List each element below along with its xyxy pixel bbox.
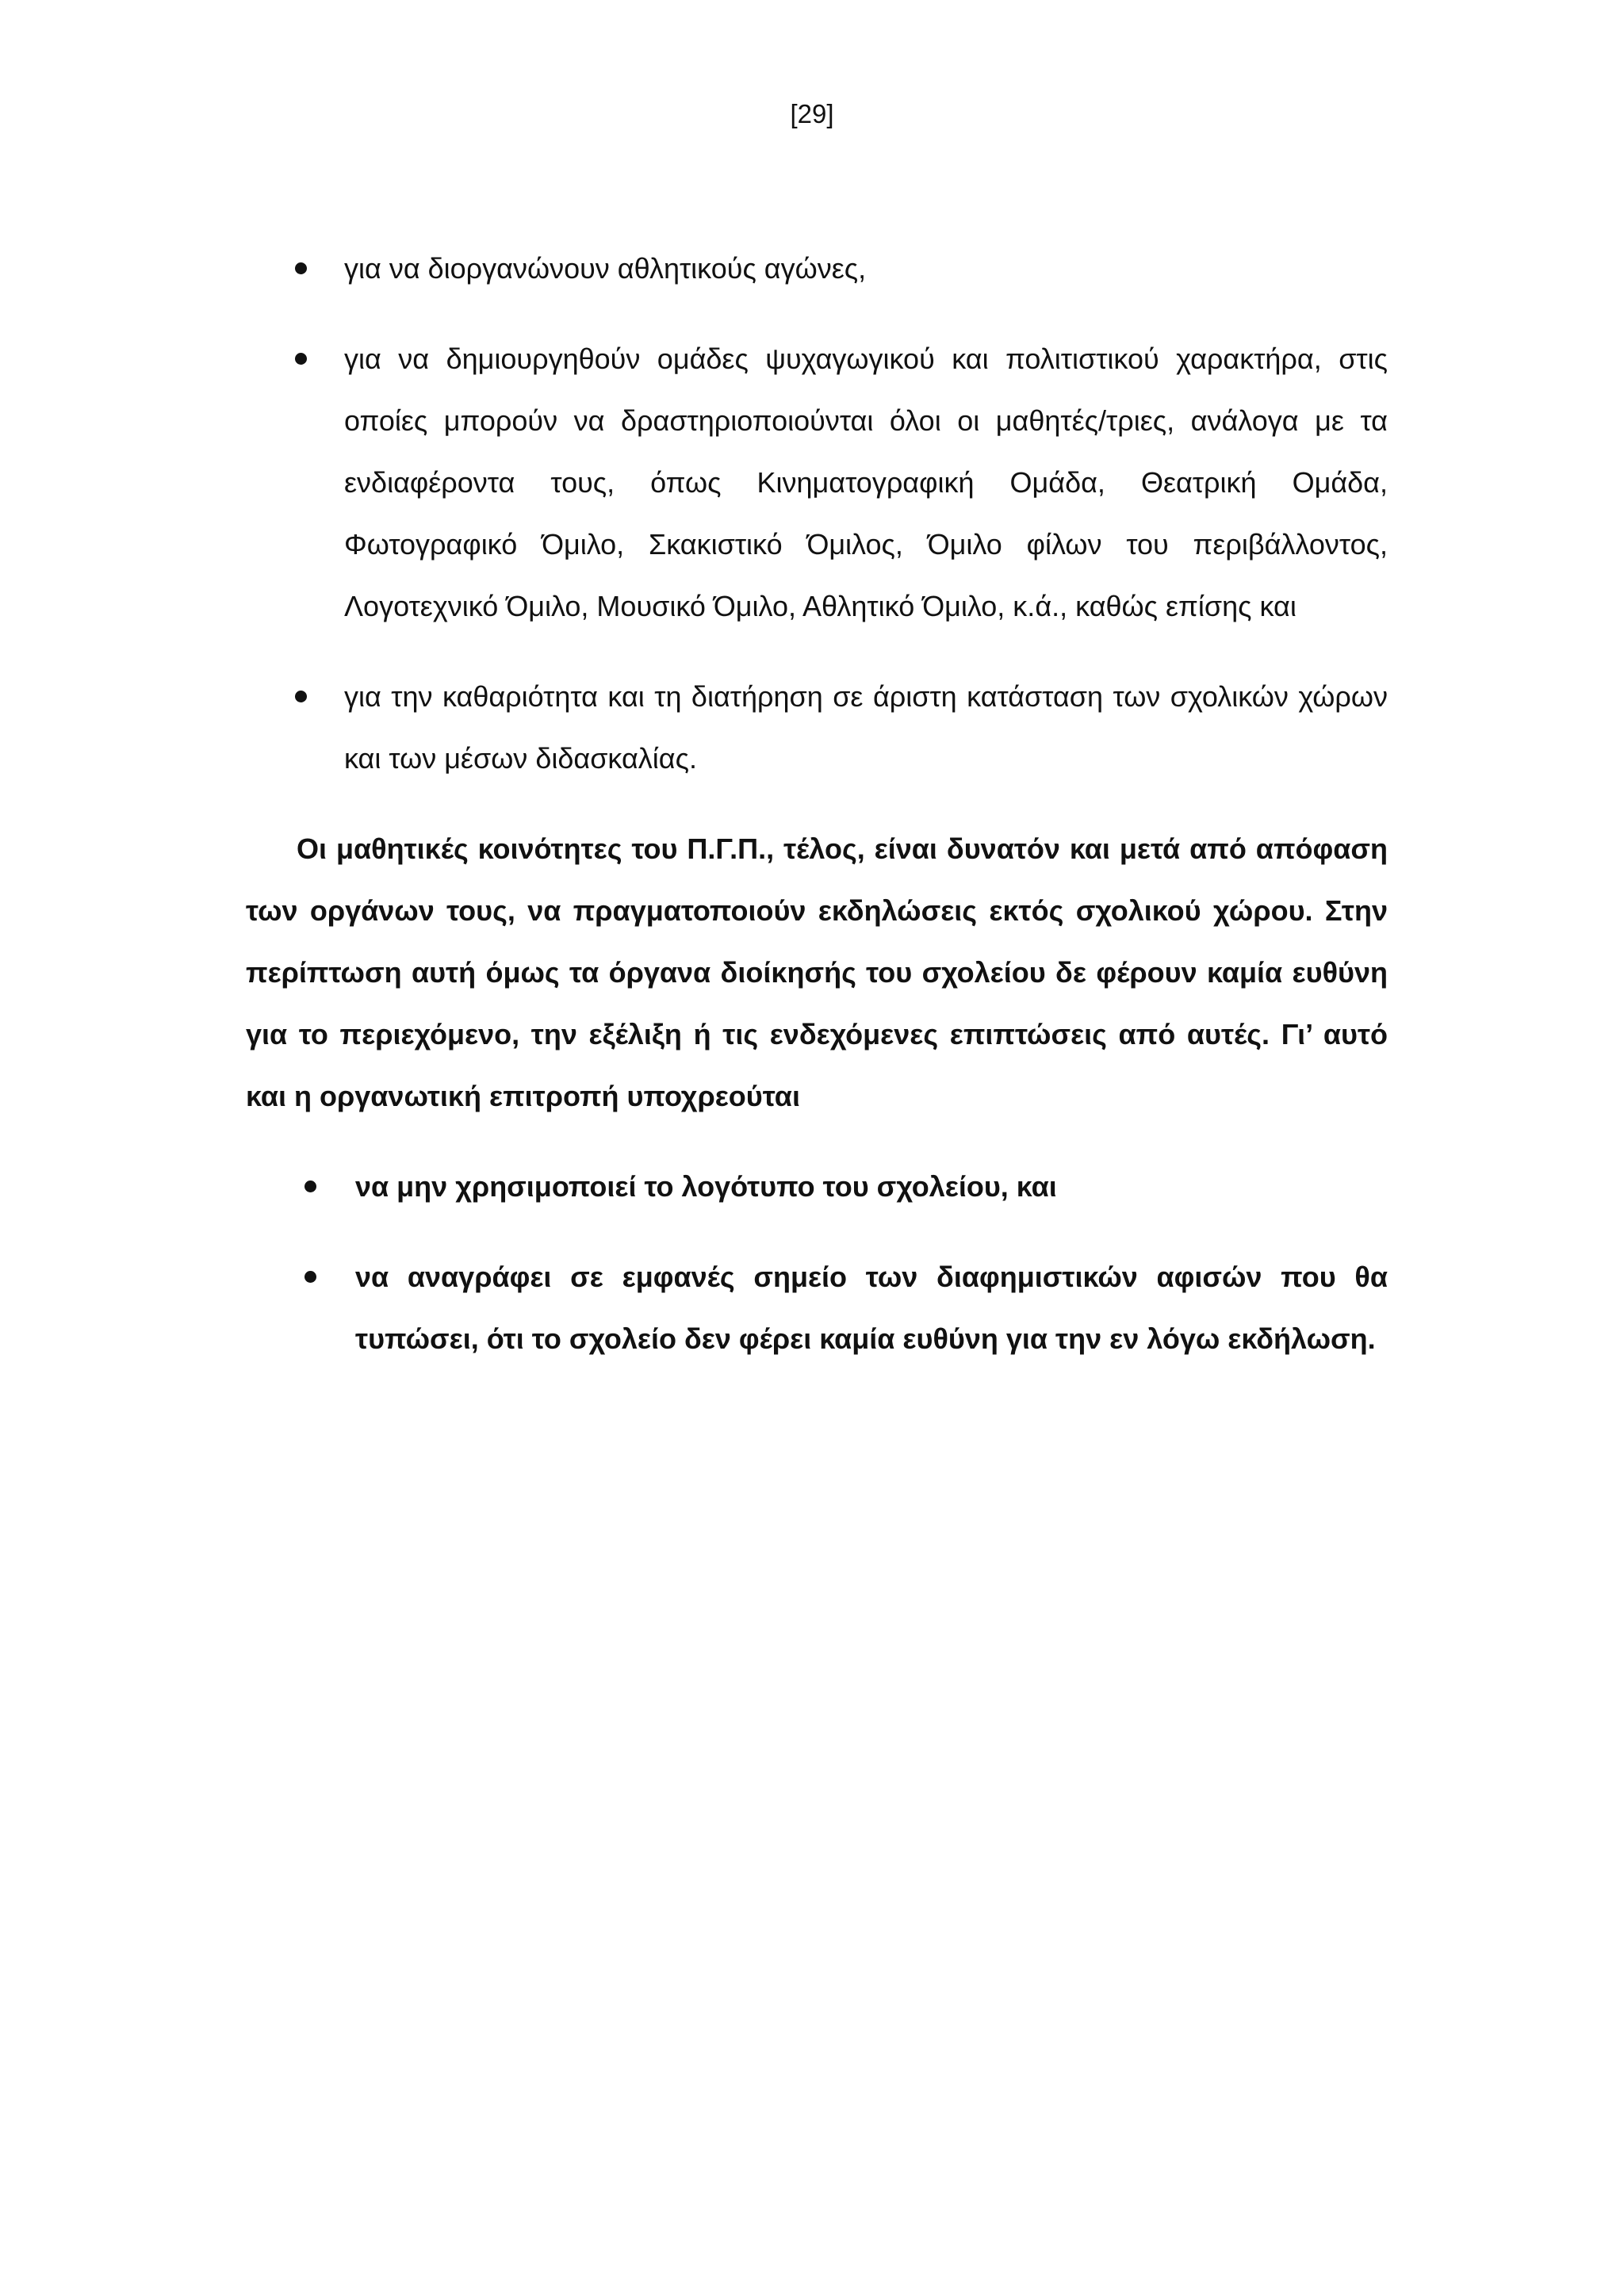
list-item (246, 328, 1388, 637)
activity-list (246, 238, 1388, 790)
bullet-icon (295, 353, 307, 365)
list-item-text: να αναγράφει σε εμφανές σημείο των διαφημιστικών αφισών που θα τυπώσει, ότι το σχολείο δεν φέρει καμία ευθύνη για την εν λόγω εκδήλωση. (355, 1261, 1388, 1355)
page-content (246, 238, 1388, 1399)
bullet-icon (295, 691, 307, 702)
list-item (246, 1246, 1388, 1370)
list-item (246, 1156, 1388, 1218)
list-item (246, 666, 1388, 790)
page-number: [29] (790, 99, 834, 128)
list-item (246, 238, 1388, 300)
bullet-icon (295, 262, 307, 274)
bullet-icon (304, 1271, 316, 1283)
list-item-text: για να διοργανώνουν αθλητικούς αγώνες, (344, 252, 867, 285)
obligations-list (246, 1156, 1388, 1370)
body-paragraph: Οι μαθητικές κοινότητες του Π.Γ.Π., τέλος, είναι δυνατόν και μετά από απόφαση των οργάνων τους, να πραγματοποιούν εκδηλώσεις εκτός σχολικού χώρου. Στην περίπτωση αυτή όμως τα όργανα διοίκησής του σχολείου δε φέρουν καμία ευθύνη για το περιεχόμενο, την εξέλιξη ή τις ενδεχόμενες επιπτώσεις από αυτές. Γι’ αυτό και η οργανωτική επιτροπή υποχρεούται (246, 832, 1388, 1112)
bullet-icon (304, 1181, 316, 1192)
list-item-text: για την καθαριότητα και τη διατήρηση σε άριστη κατάσταση των σχολικών χώρων και των μέσων διδασκαλίας. (344, 680, 1388, 775)
list-item-text: για να δημιουργηθούν ομάδες ψυχαγωγικού και πολιτιστικού χαρακτήρα, στις οποίες μπορούν να δραστηριοποιούνται όλοι οι μαθητές/τριες, ανάλογα με τα ενδιαφέροντα τους, όπως Κινηματογραφική Ομάδα, Θεατρική Ομάδα, Φωτογραφικό Όμιλο, Σκακιστικό Όμιλος, Όμιλο φίλων του περιβάλλοντος, Λογοτεχνικό Όμιλο, Μουσικό Όμιλο, Αθλητικό Όμιλο, κ.ά., καθώς επίσης και (344, 342, 1388, 622)
list-item-text: να μην χρησιμοποιεί το λογότυπο του σχολείου, και (355, 1170, 1057, 1203)
